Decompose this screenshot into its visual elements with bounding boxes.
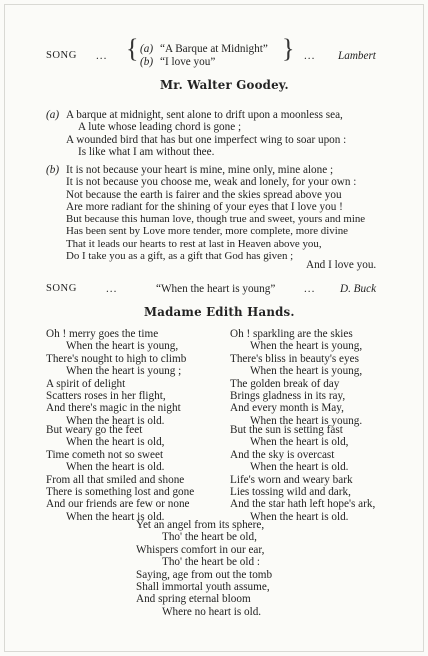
poem-line: Life's worn and weary bark <box>230 473 353 486</box>
poem-line: But the sun is setting fast <box>230 424 343 436</box>
poem-line: When the heart is old, <box>66 436 165 449</box>
poem-line: A spirit of delight <box>46 377 126 390</box>
poem-line: When the heart is old. <box>66 461 165 474</box>
song-title-b: “I love you” <box>160 56 216 68</box>
poem-line: Tho' the heart be old, <box>162 531 257 544</box>
poem-line: Shall immortal youth assume, <box>136 580 270 593</box>
poem-c-right-stanza-1 <box>230 328 362 427</box>
performer-name: Mr. Walter Goodey. <box>160 78 289 92</box>
poem-b-closing: And I love you. <box>306 259 377 271</box>
poem-line: And the star hath left hope's ark, <box>230 498 376 511</box>
poem-line: Saying, age from out the tomb <box>136 568 273 581</box>
poem-line: When the heart is old. <box>250 461 349 474</box>
poem-line: But because this human love, though true and sweet, yours and mine <box>66 213 366 225</box>
poem-line: Oh ! sparkling are the skies <box>230 328 353 340</box>
poem-line: It is not because your heart is mine, mine only, mine alone ; <box>66 164 334 176</box>
poem-c-right-stanza-2 <box>230 424 375 523</box>
poem-line: When the heart is young, <box>66 340 179 353</box>
poem-line: And the sky is overcast <box>230 448 335 461</box>
poem-line: Is like what I am without thee. <box>78 146 215 159</box>
song-label: SONG <box>46 283 77 294</box>
poem-line: Not because the earth is fairer and the skies spread above you <box>66 188 342 201</box>
poem-line: When the heart is young, <box>250 340 363 353</box>
poem-line: It is not because you choose me, weak and lonely, for your own : <box>66 176 357 189</box>
poem-line: When the heart is young, <box>250 365 363 378</box>
poem-line: When the heart is old. <box>66 510 165 523</box>
poem-line: Oh ! merry goes the time <box>46 328 159 340</box>
right-brace: } <box>282 34 295 63</box>
poem-c-left-stanza-2 <box>46 424 194 523</box>
poem-line: And our friends are few or none <box>46 498 190 511</box>
poem-line: Are more radiant for the shining of your eyes that I love you ! <box>66 201 343 214</box>
poem-a <box>66 109 346 159</box>
leader-dots: ... <box>106 283 118 295</box>
poem-line: Has been sent by Love more tender, more complete, more divine <box>66 225 349 238</box>
leader-dots: ... <box>304 50 316 62</box>
leader-dots: ... <box>96 50 108 62</box>
poem-c-left-stanza-1 <box>46 328 186 427</box>
poem-c-final-stanza <box>136 519 272 618</box>
song-title-a: “A Barque at Midnight” <box>160 43 268 55</box>
song-label: SONG <box>46 50 77 61</box>
left-brace: { <box>126 34 139 63</box>
leader-dots: ... <box>304 283 316 295</box>
poem-line: Scatters roses in her flight, <box>46 389 166 402</box>
poem-line: Lies tossing wild and dark, <box>230 485 351 498</box>
song-title: “When the heart is young” <box>156 283 276 295</box>
poem-line: From all that smiled and shone <box>46 473 185 486</box>
composer-name: D. Buck <box>340 283 377 295</box>
item-b-marker: (b) <box>140 56 154 68</box>
poem-a-marker: (a) <box>46 109 60 121</box>
poem-line: And there's magic in the night <box>46 402 181 415</box>
poem-line: Brings gladness in its ray, <box>230 389 346 402</box>
poem-line: A barque at midnight, sent alone to drift upon a moonless sea, <box>66 109 343 121</box>
performer-name: Madame Edith Hands. <box>144 305 295 319</box>
poem-line: Tho' the heart be old : <box>162 556 261 569</box>
poem-line: That it leads our hearts to rest at last in Heaven above you, <box>66 237 322 250</box>
poem-line: Time cometh not so sweet <box>46 448 164 461</box>
poem-line: When the heart is old. <box>66 414 165 427</box>
poem-line: Whispers comfort in our ear, <box>136 543 265 556</box>
poem-line: When the heart is young ; <box>66 365 182 378</box>
poem-line: When the heart is old. <box>250 510 349 523</box>
poem-line: There's nought to high to climb <box>46 352 187 365</box>
poem-b-stanza-1 <box>66 164 356 214</box>
poem-line: There's bliss in beauty's eyes <box>230 352 359 365</box>
poem-b-stanza-2 <box>66 213 365 263</box>
poem-line: Do I take you as a gift, as a gift that God has given ; <box>66 250 294 263</box>
poem-line: Where no heart is old. <box>162 605 262 618</box>
poem-line: A lute whose leading chord is gone ; <box>78 121 242 134</box>
composer-name: Lambert <box>338 50 376 62</box>
item-a-marker: (a) <box>140 43 154 55</box>
poem-line: A wounded bird that has but one imperfect wing to soar upon : <box>66 133 347 146</box>
poem-line: Yet an angel from its sphere, <box>136 519 265 531</box>
poem-line: When the heart is young. <box>250 414 363 427</box>
poem-line: But weary go the feet <box>46 424 143 436</box>
poem-line: The golden break of day <box>230 377 340 390</box>
poem-line: There is something lost and gone <box>46 485 195 498</box>
poem-line: When the heart is old, <box>250 436 349 449</box>
poem-b-marker: (b) <box>46 164 60 176</box>
poem-line: And every month is May, <box>230 402 344 415</box>
poem-line: And spring eternal bloom <box>136 593 251 606</box>
